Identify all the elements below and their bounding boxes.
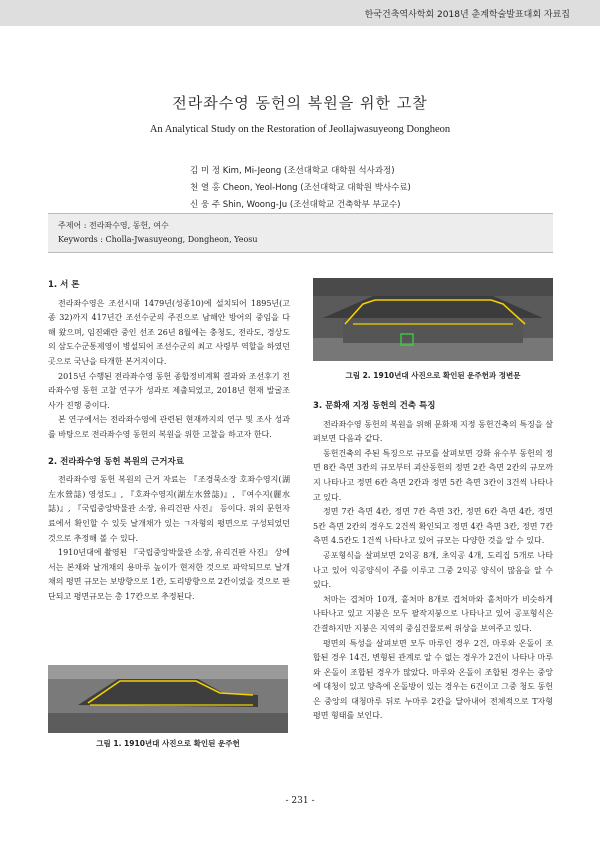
author-2: 천 열 홍 Cheon, Yeol-Hong (조선대학교 대학원 박사수료) bbox=[190, 183, 411, 193]
section-3-paragraph: 정면 7칸 측면 4칸, 정면 7칸 측면 3칸, 정면 6칸 측면 4칸, 정면 5칸 측면 2칸의 경우도 2건씩 확인되고 정면 4칸 측면 3칸, 정면 7칸 측면 4.5칸도 1건씩 나타나고 있어 규모는 다양한 것을 알 수 있다. bbox=[313, 507, 553, 546]
section-3-paragraph: 공포형식을 살펴보면 2익공 8개, 초익공 4개, 도리집 5개로 나타나고 있어 익공양식이 주를 이루고 그중 2익공 양식이 많음을 알 수 있다. bbox=[313, 550, 553, 590]
figure-2-caption: 그림 2. 1910년대 사진으로 확인된 운주헌과 정변문 bbox=[345, 371, 521, 380]
conference-name: 한국건축역사학회 2018년 춘계학술발표대회 자료집 bbox=[364, 10, 570, 20]
section-1-paragraph: 본 연구에서는 전라좌수영에 관련된 현재까지의 연구 및 조사 성과를 바탕으로 전라좌수영 동헌의 복원을 위한 고찰을 하고자 한다. bbox=[48, 415, 290, 439]
author-1: 김 미 정 Kim, Mi-Jeong (조선대학교 대학원 석사과정) bbox=[190, 166, 395, 176]
section-1-heading: 1. 서 론 bbox=[48, 280, 80, 290]
keywords-korean: 주제어 : 전라좌수영, 동헌, 여수 bbox=[58, 221, 169, 230]
paper-subtitle: An Analytical Study on the Restoration of Jeollajwasuyeong Dongheon bbox=[149, 124, 451, 135]
right-column bbox=[313, 393, 553, 724]
figure-2-photo bbox=[313, 278, 553, 361]
section-2-paragraph: 1910년대에 촬영된 『국립중앙박물관 소장, 유리건판 사진』 상에서는 본채와 날개채의 용마루 높이가 현저한 것으로 파악되므로 날개채의 평면 규모는 보방향으로 1칸, 도리방향으로 2칸이었을 것으로 판단되고 평면규모는 총 17칸으로 추정된다. bbox=[48, 548, 290, 601]
section-2-paragraph: 전라좌수영 동헌 복원의 근거 자료는 『조경묵소장 호좌수영지(湖左水營誌) 영성도』, 『호좌수영지(湖左水營誌)』, 『여수지(麗水誌)』, 『국립중앙박물관 소장, 유리건판 사진』 등이다. 위의 문헌자료에서 확인할 수 있듯 날개채가 있는 ㄱ자형의 평면으로 구성되었던 것으로 추정해 볼 수 있다. bbox=[48, 475, 290, 543]
section-1-paragraph: 2015년 수행된 전라좌수영 동헌 종합정비계획 결과와 조선후기 전라좌수영 동헌 고찰 연구가 성과로 제출되었고, 2018년 현재 발굴조사가 진행 중이다. bbox=[48, 371, 290, 410]
section-3-paragraph: 전라좌수영 동헌의 복원을 위해 문화재 지정 동헌건축의 특징을 살펴보면 다음과 같다. bbox=[313, 419, 553, 444]
paper-title: 전라좌수영 동헌의 복원을 위한 고찰 bbox=[172, 94, 428, 112]
section-3-heading: 3. 문화재 지정 동헌의 건축 특징 bbox=[313, 401, 436, 411]
figure-1-photo bbox=[48, 665, 288, 733]
figure-1-caption: 그림 1. 1910년대 사진으로 확인된 운주헌 bbox=[96, 739, 240, 748]
keywords-english: Keywords : Cholla-Jwasuyeong, Dongheon, Yeosu bbox=[58, 235, 258, 244]
left-column bbox=[48, 272, 290, 604]
section-1-paragraph: 전라좌수영은 조선시대 1479년(성종10)에 설치되어 1895년(고종 32)까지 417년간 조선수군의 주진으로 남해안 방어의 중임을 다해 왔으며, 임진왜란 중인 선조 26년 8월에는 충청도, 전라도, 경상도의 삼도수군통제영이 병설되어 조선수군의 최고 사령부 역할을 하였던 곳으로 국난을 타개한 본거지이다. bbox=[48, 298, 290, 366]
header-band bbox=[0, 0, 600, 26]
section-2-heading: 2. 전라좌수영 동헌 복원의 근거자료 bbox=[48, 456, 184, 467]
page-number: - 231 - bbox=[285, 796, 315, 806]
section-3-paragraph: 처마는 겹처마 10개, 홑처마 8개로 겹처마와 홑처마가 비슷하게 나타나고 있고 지붕은 모두 팔작지붕으로 나타나고 있어 공포형식은 간결하지만 지붕은 지역의 중심건물로써 위상을 보여주고 있다. bbox=[313, 594, 553, 633]
author-list bbox=[190, 163, 411, 214]
keyword-box bbox=[48, 213, 553, 253]
section-3-paragraph: 평면의 특성을 살펴보면 모두 마루인 경우 2건, 마루와 온돌이 조합된 경우 14건, 변형된 관계로 알 수 없는 경우가 2건이 나타나 마루와 온돌이 조합된 경우가 많았다. 마루와 온돌이 조합된 경우는 중앙에 대청이 있고 양측에 온돌방이 있는 경우는 6건이고 그중 청도 동헌은 중앙의 대청마루 뒤로 누마루 2칸을 달아내어 전체적으로 T자형 평면 형태를 보인다. bbox=[313, 638, 553, 721]
author-3: 신 웅 주 Shin, Woong-Ju (조선대학교 건축학부 부교수) bbox=[190, 200, 401, 210]
section-3-paragraph: 동헌건축의 주된 특징으로 규모를 살펴보면 강화 유수부 동헌의 정면 8칸 측면 3칸의 규모부터 괴산동헌의 정면 2칸 측면 2칸의 규모까지 나타나고 정면 6칸 측면 2칸과 정면 5칸 측면 3칸이 3건씩 나타나고 있다. bbox=[313, 448, 553, 502]
